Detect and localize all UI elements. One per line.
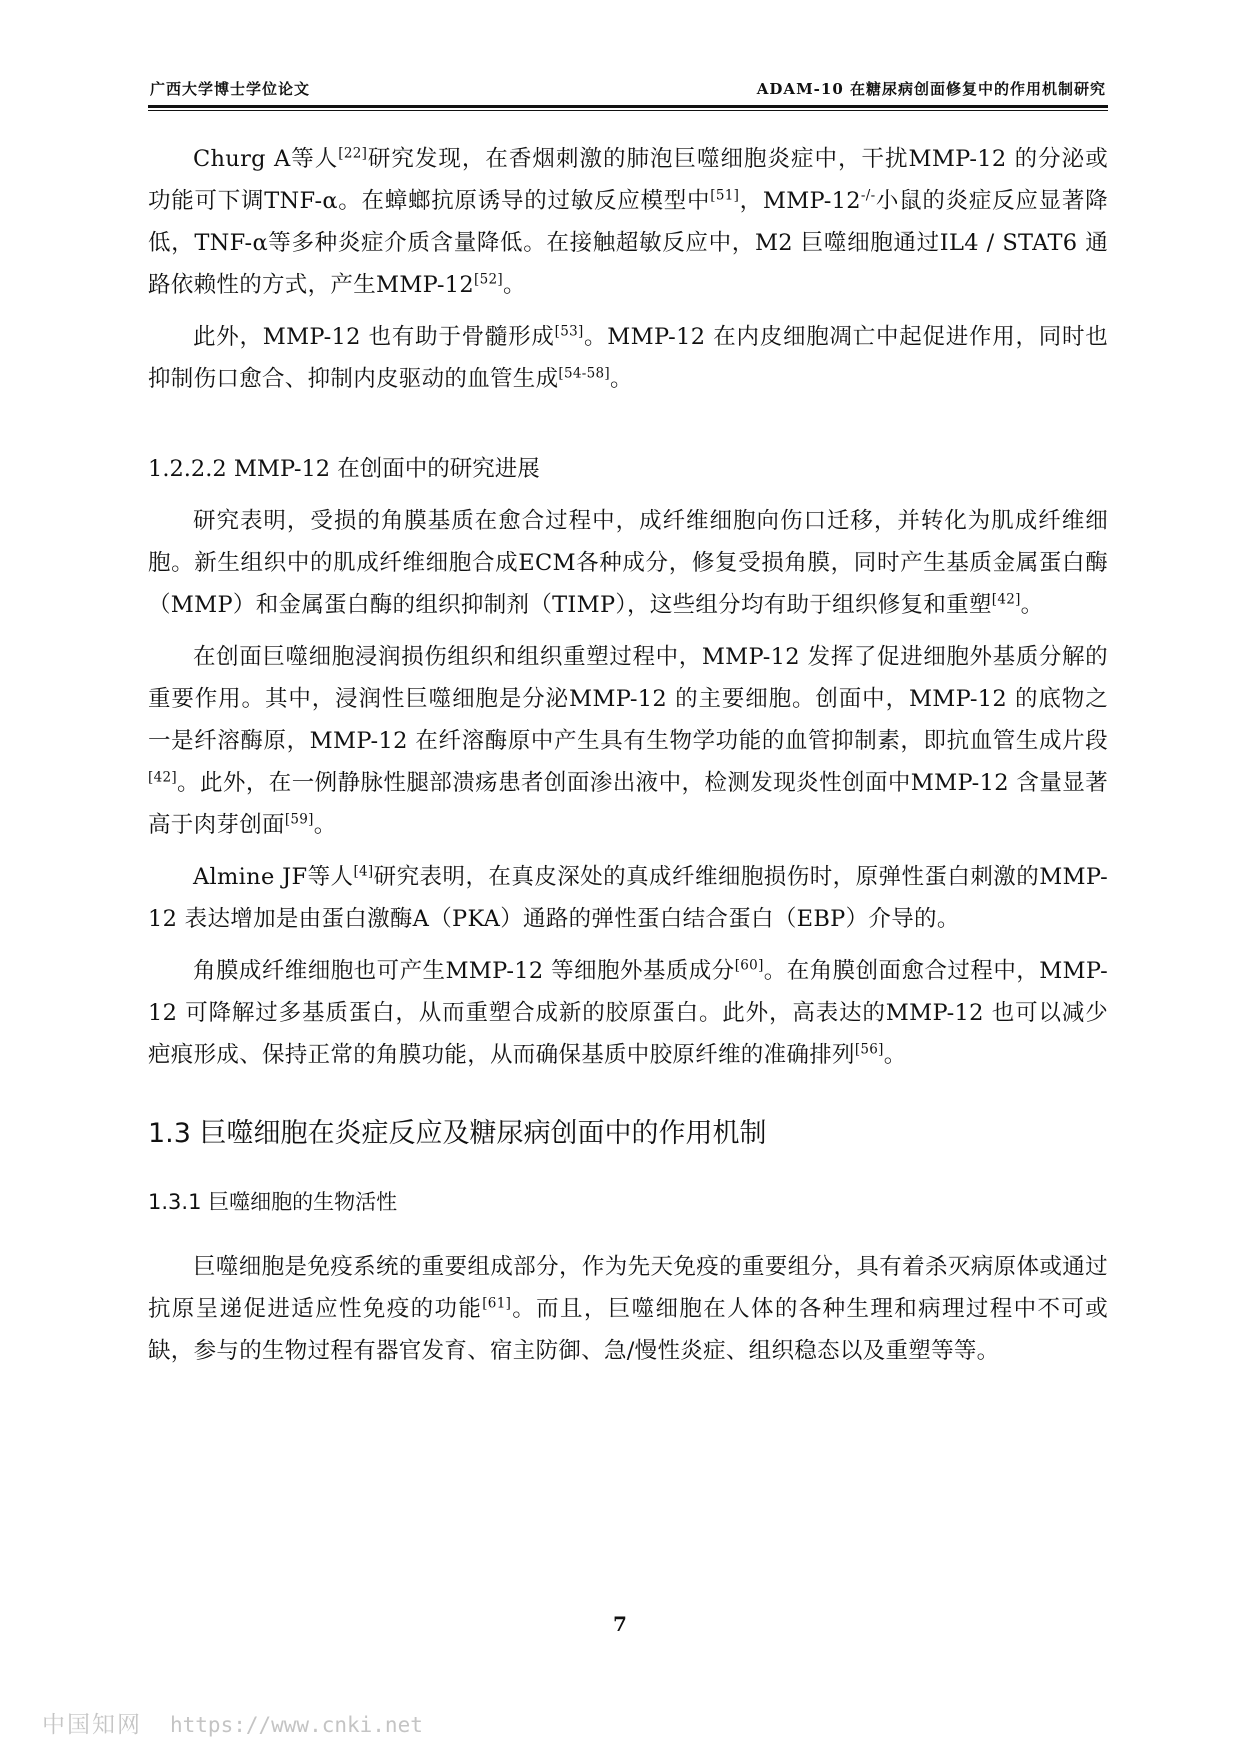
text-run: 。 [883, 1042, 907, 1068]
page-number: 7 [613, 1612, 627, 1636]
section-heading-1-3: 1.3 巨噬细胞在炎症反应及糖尿病创面中的作用机制 [148, 1118, 767, 1149]
body-paragraph [148, 316, 1108, 400]
header-rule-thin [148, 110, 1108, 111]
text-run: 。MMP-12 在内皮细胞凋亡中起促进作用，同时也抑制伤口愈合、抑制内皮驱动的血管生成 [148, 324, 1108, 392]
text-run: 巨噬细胞是免疫系统的重要组成部分，作为先天免疫的重要组分，具有着杀灭病原体或通过抗原呈递促进适应性免疫的功能 [148, 1254, 1108, 1322]
citation-ref: [53] [554, 323, 584, 340]
watermark-url: https://www.cnki.net [170, 1713, 423, 1737]
citation-ref: [42] [148, 769, 177, 786]
text-run: 研究发现，在香烟刺激的肺泡巨噬细胞炎症中，干扰MMP-12 的分泌或功能可下调TNF-α。在蟑螂抗原诱导的过敏反应模型中 [148, 146, 1108, 214]
section-heading-1-3-1: 1.3.1 巨噬细胞的生物活性 [148, 1190, 398, 1214]
citation-ref: [52] [474, 271, 503, 288]
header-left-title: 广西大学博士学位论文 [150, 80, 311, 98]
page-header [150, 78, 1106, 99]
text-run: 。 [502, 272, 526, 298]
text-run: 。 [609, 366, 633, 392]
text-run: 角膜成纤维细胞也可产生MMP-12 等细胞外基质成分 [193, 958, 735, 984]
citation-ref: [4] [353, 863, 374, 880]
citation-ref: [51] [710, 187, 740, 204]
header-rule-thick [148, 105, 1108, 108]
body-paragraph [148, 500, 1108, 626]
text-run: 小鼠的炎症反应显著降低，TNF-α等多种炎症介质含量降低。在接触超敏反应中，M2 巨噬细胞通过IL4 / STAT6 通路依赖性的方式，产生MMP-12 [148, 188, 1108, 298]
body-paragraph [148, 856, 1108, 940]
text-run: 在创面巨噬细胞浸润损伤组织和组织重塑过程中，MMP-12 发挥了促进细胞外基质分解的重要作用。其中，浸润性巨噬细胞是分泌MMP-12 的主要细胞。创面中，MMP-12 的底物之一是纤溶酶原，MMP-12 在纤溶酶原中产生具有生物学功能的血管抑制素，即抗血管生成片段 [148, 644, 1108, 754]
watermark-brand: 中国知网 [42, 1712, 142, 1738]
text-run: 。 [1020, 592, 1044, 618]
body-paragraph [148, 636, 1108, 846]
citation-ref: [56] [854, 1041, 884, 1058]
page-body [148, 138, 1108, 1382]
text-run: 。在角膜创面愈合过程中，MMP-12 可降解过多基质蛋白，从而重塑合成新的胶原蛋白。此外，高表达的MMP-12 也可以减少疤痕形成、保持正常的角膜功能，从而确保基质中胶原纤维的准确排列 [148, 958, 1109, 1068]
citation-ref: [61] [482, 1295, 512, 1312]
citation-ref: [42] [991, 591, 1021, 608]
text-run: 此外，MMP-12 也有助于骨髓形成 [193, 324, 555, 350]
text-run: ，MMP-12 [739, 188, 861, 214]
citation-ref: [22] [338, 145, 368, 162]
body-paragraph [148, 138, 1108, 306]
cnki-watermark [42, 1706, 423, 1739]
text-run: 。而且，巨噬细胞在人体的各种生理和病理过程中不可或缺，参与的生物过程有器官发育、宿主防御、急/慢性炎症、组织稳态以及重塑等等。 [148, 1296, 1108, 1364]
section-heading-1-2-2-2: 1.2.2.2 MMP-12 在创面中的研究进展 [148, 456, 540, 482]
body-paragraph [148, 950, 1108, 1076]
citation-ref: -/- [860, 187, 876, 204]
text-run: Almine JF等人 [193, 864, 354, 890]
text-run: Churg A等人 [193, 146, 339, 172]
citation-ref: [60] [734, 957, 764, 974]
text-run: 。 [313, 812, 337, 838]
header-right-title: ADAM-10 在糖尿病创面修复中的作用机制研究 [756, 80, 1106, 98]
text-run: 。此外，在一例静脉性腿部溃疡患者创面渗出液中，检测发现炎性创面中MMP-12 含量显著高于肉芽创面 [148, 770, 1108, 838]
text-run: 研究表明，受损的角膜基质在愈合过程中，成纤维细胞向伤口迁移，并转化为肌成纤维细胞。新生组织中的肌成纤维细胞合成ECM各种成分，修复受损角膜，同时产生基质金属蛋白酶（MMP）和金属蛋白酶的组织抑制剂（TIMP），这些组分均有助于组织修复和重塑 [148, 508, 1108, 618]
text-run: 研究表明，在真皮深处的真成纤维细胞损伤时，原弹性蛋白刺激的MMP-12 表达增加是由蛋白激酶A（PKA）通路的弹性蛋白结合蛋白（EBP）介导的。 [148, 864, 1108, 932]
citation-ref: [59] [284, 811, 314, 828]
body-paragraph [148, 1246, 1108, 1372]
citation-ref: [54-58] [558, 365, 610, 382]
